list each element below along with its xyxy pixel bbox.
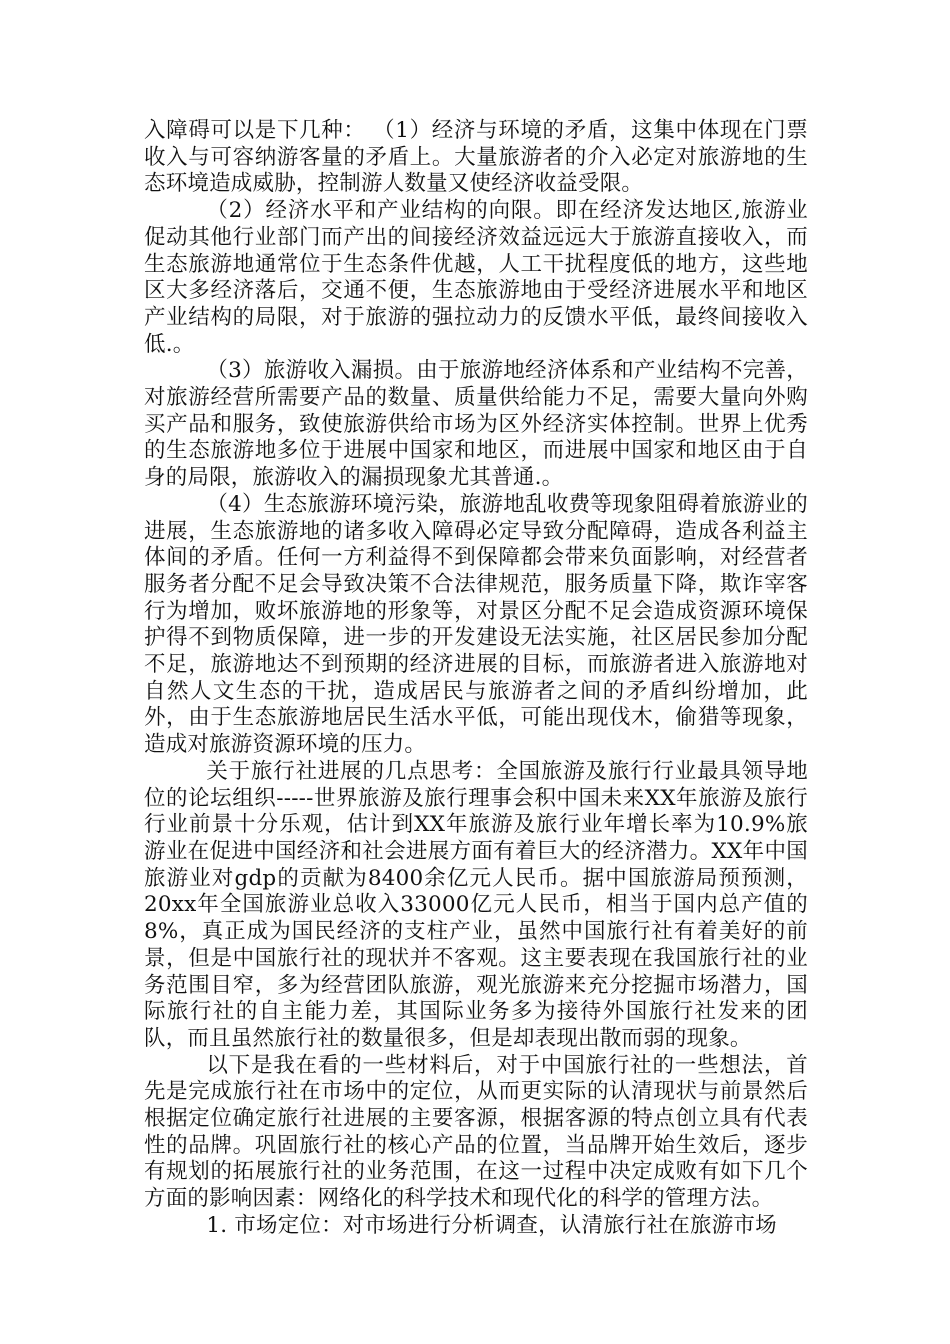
document-body [144,118,808,1240]
paragraph-7-list-item: 1. 市场定位：对市场进行分析调查，认清旅行社在旅游市场 [206,1212,777,1238]
paragraph-1: 入障碍可以是下几种： （1）经济与环境的矛盾，这集中体现在门票收入与可容纳游客量的矛盾上。大量旅游者的介入必定对旅游地的生态环境造成威胁，控制游人数量又使经济收益受限。 [144,118,808,197]
paragraph-3: （3）旅游收入漏损。由于旅游地经济体系和产业结构不完善，对旅游经营所需要产品的数量、质量供给能力不足，需要大量向外购买产品和服务，致使旅游供给市场为区外经济实体控制。世界上优秀的生态旅游地多位于进展中国家和地区，而进展中国家和地区由于自身的局限，旅游收入的漏损现象尤其普通.。 [144,358,808,491]
paragraph-5: 关于旅行社进展的几点思考：全国旅游及旅行行业最具领导地位的论坛组织-----世界旅游及旅行理事会积中国未来XX年旅游及旅行行业前景十分乐观，估计到XX年旅游及旅行业年增长率为10.9%旅游业在促进中国经济和社会进展方面有着巨大的经济潜力。XX年中国旅游业对gdp的贡献为8400余亿元人民币。据中国旅游局预预测，20xx年全国旅游业总收入33000亿元人民币，相当于国内总产值的8%，真正成为国民经济的支柱产业，虽然中国旅行社有着美好的前景，但是中国旅行社的现状并不客观。这主要表现在我国旅行社的业务范围目窄，多为经营团队旅游，观光旅游来充分挖掘市场潜力，国际旅行社的自主能力差，其国际业务多为接待外国旅行社发来的团队，而且虽然旅行社的数量很多，但是却表现出散而弱的现象。 [144,758,808,1051]
paragraph-4: （4）生态旅游环境污染，旅游地乱收费等现象阻碍着旅游业的进展，生态旅游地的诸多收入障碍必定导致分配障碍，造成各利益主体间的矛盾。任何一方利益得不到保障都会带来负面影响，对经营者服务者分配不足会导致决策不合法律规范，服务质量下降，欺诈宰客行为增加，败坏旅游地的形象等，对景区分配不足会造成资源环境保护得不到物质保障，进一步的开发建设无法实施，社区居民参加分配不足，旅游地达不到预期的经济进展的目标，而旅游者进入旅游地对自然人文生态的干扰，造成居民与旅游者之间的矛盾纠纷增加，此外，由于生态旅游地居民生活水平低，可能出现伐木，偷猎等现象，造成对旅游资源环境的压力。 [144,491,808,758]
paragraph-6: 以下是我在看的一些材料后，对于中国旅行社的一些想法，首先是完成旅行社在市场中的定位，从而更实际的认清现状与前景然后根据定位确定旅行社进展的主要客源，根据客源的特点创立具有代表性的品牌。巩固旅行社的核心产品的位置，当品牌开始生效后，逐步有规划的拓展旅行社的业务范围，在这一过程中决定成败有如下几个方面的影响因素：网络化的科学技术和现代化的科学的管理方法。 [144,1052,808,1212]
paragraph-2: （2）经济水平和产业结构的向限。即在经济发达地区,旅游业促动其他行业部门而产出的间接经济效益远远大于旅游直接收入，而生态旅游地通常位于生态条件优越，人工干扰程度低的地方，这些地区大多经济落后，交通不便，生态旅游地由于受经济进展水平和地区产业结构的局限，对于旅游的强拉动力的反馈水平低，最终间接收入低.。 [144,198,808,357]
